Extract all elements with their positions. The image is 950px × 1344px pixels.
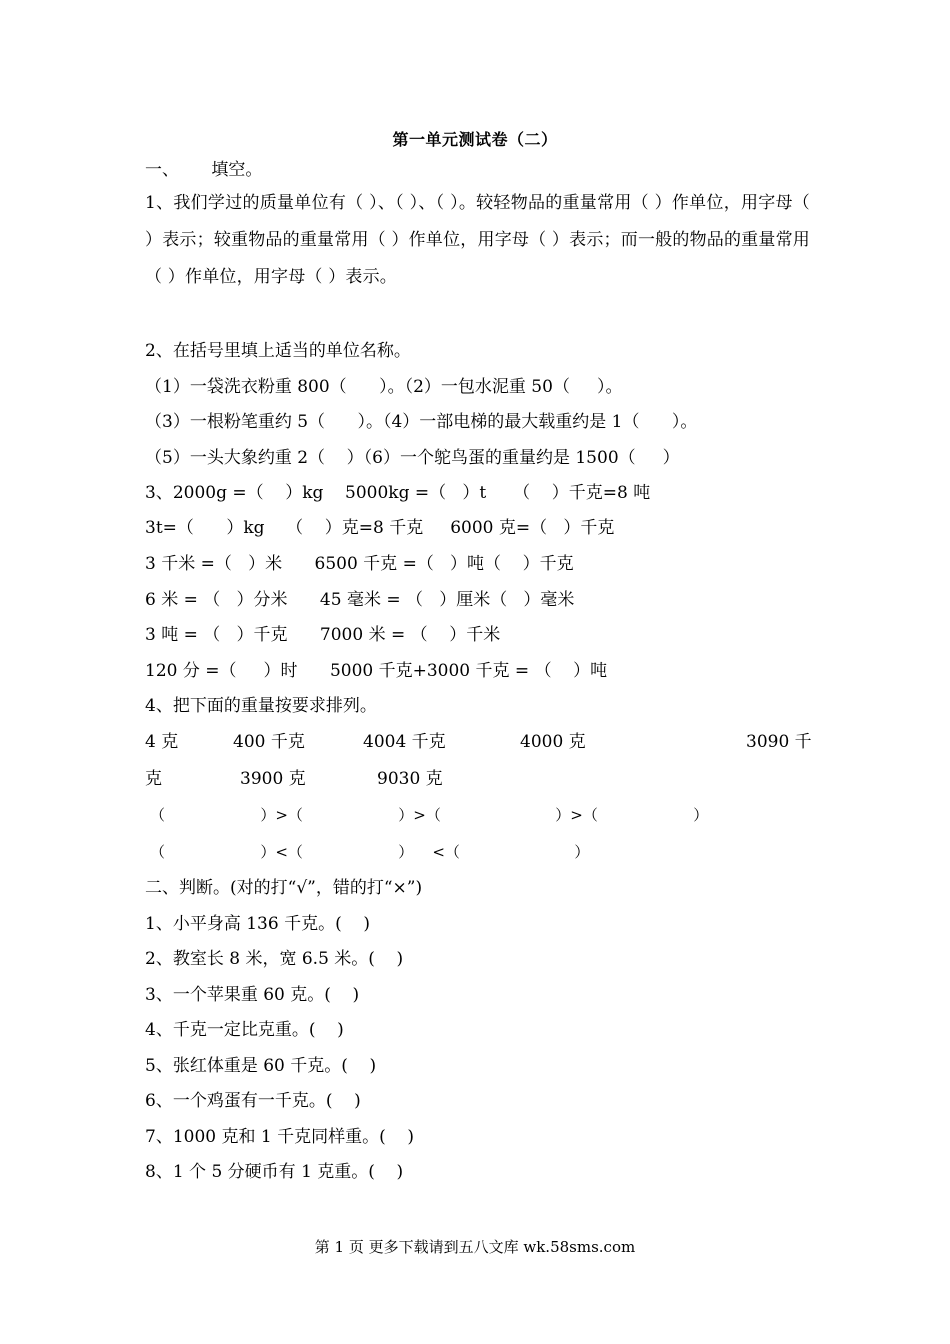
judgement-item-8: 8、1 个 5 分硬币有 1 克重。( ) bbox=[145, 1162, 404, 1182]
section2-heading: 二、判断。(对的打“√”，错的打“×”) bbox=[145, 878, 423, 898]
question4-items-row-1 bbox=[145, 731, 810, 753]
weight-item: 4 克 bbox=[145, 732, 179, 752]
weight-item: 3090 千 bbox=[746, 732, 812, 752]
question4-greater-blanks: （ ）>（ ）>（ ）>（ ） bbox=[150, 806, 709, 824]
question2-heading: 2、在括号里填上适当的单位名称。 bbox=[145, 341, 411, 361]
weight-item: 3900 克 bbox=[240, 769, 306, 789]
question1-paragraph: 1、我们学过的质量单位有（ ）、（ ）、（ ）。较轻物品的重量常用（ ）作单位，用字母（ ）表示；较重物品的重量常用（ ）作单位，用字母（ ）表示；而一般的物品的重量常用（ ）作单位，用字母（ ）表示。 bbox=[145, 193, 810, 287]
section1-heading: 一、 填空。 bbox=[145, 160, 263, 180]
question3-line-4: 6 米 = （ ）分米 45 毫米 = （ ）厘米（ ）毫米 bbox=[145, 590, 575, 610]
weight-item: 4004 千克 bbox=[363, 732, 446, 752]
judgement-item-7: 7、1000 克和 1 千克同样重。( ) bbox=[145, 1127, 414, 1147]
weight-item: 9030 克 bbox=[377, 769, 443, 789]
question3-line-5: 3 吨 = （ ）千克 7000 米 = （ ）千米 bbox=[145, 625, 501, 645]
page-title: 第一单元测试卷（二） bbox=[392, 130, 558, 149]
question3-line-6: 120 分 =（ ）时 5000 千克+3000 千克 = （ ）吨 bbox=[145, 661, 608, 681]
question3-line-3: 3 千米 =（ ）米 6500 千克 =（ ）吨（ ）千克 bbox=[145, 554, 574, 574]
question2-line-1: （1）一袋洗衣粉重 800（ ）。（2）一包水泥重 50（ ）。 bbox=[145, 377, 623, 397]
question4-less-blanks: （ ）<（ ） <（ ） bbox=[150, 843, 590, 861]
question2-line-3: （5）一头大象约重 2（ ）（6）一个鸵鸟蛋的重量约是 1500（ ） bbox=[145, 448, 680, 468]
weight-item: 克 bbox=[145, 769, 162, 789]
judgement-item-3: 3、一个苹果重 60 克。( ) bbox=[145, 985, 360, 1005]
judgement-item-4: 4、千克一定比克重。( ) bbox=[145, 1020, 344, 1040]
question2-line-2: （3）一根粉笔重约 5（ ）。（4）一部电梯的最大载重约是 1（ ）。 bbox=[145, 412, 698, 432]
question4-heading: 4、把下面的重量按要求排列。 bbox=[145, 696, 377, 716]
judgement-item-5: 5、张红体重是 60 千克。( ) bbox=[145, 1056, 377, 1076]
judgement-item-1: 1、小平身高 136 千克。( ) bbox=[145, 914, 370, 934]
judgement-item-6: 6、一个鸡蛋有一千克。( ) bbox=[145, 1091, 361, 1111]
question3-line-2: 3t=（ ）kg （ ）克=8 千克 6000 克=（ ）千克 bbox=[145, 518, 615, 538]
judgement-item-2: 2、教室长 8 米，宽 6.5 米。( ) bbox=[145, 949, 404, 969]
weight-item: 400 千克 bbox=[233, 732, 305, 752]
weight-item: 4000 克 bbox=[520, 732, 586, 752]
question4-items-row-2 bbox=[145, 768, 810, 790]
page-footer: 第 1 页 更多下载请到五八文库 wk.58sms.com bbox=[314, 1238, 636, 1256]
question3-line-1: 3、2000g =（ ）kg 5000kg =（ ）t （ ）千克=8 吨 bbox=[145, 483, 651, 503]
